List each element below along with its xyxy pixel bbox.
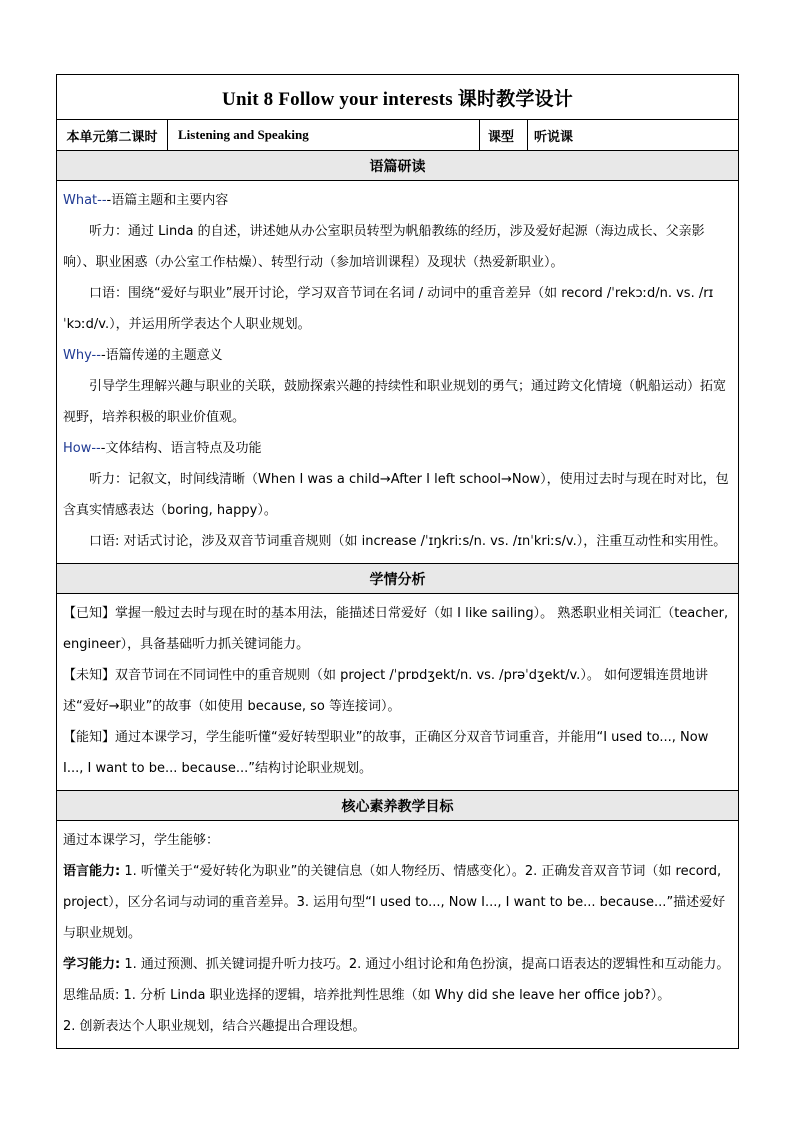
how-listening-paragraph: 听力：记叙文，时间线清晰（When I was a child→After I left school→Now），使用过去时与现在时对比，包含真实情感表达（boring, happy）。 xyxy=(63,472,729,518)
known-paragraph: 【已知】掌握一般过去时与现在时的基本用法，能描述日常爱好（如 I like sailing）。 熟悉职业相关词汇（teacher, engineer），具备基础听力抓关键词能力。 xyxy=(63,606,729,652)
lesson-period: 本单元第二课时 xyxy=(57,120,168,151)
language-ability-paragraph: 语言能力: 1. 听懂关于“爱好转化为职业”的关键信息（如人物经历、情感变化）。2. 正确发音双音节词（如 record, project），区分名词与动词的重音差异。3. 运用句型“I used to..., Now I..., I want to be... because...”描述爱好与职业规划。 xyxy=(63,864,726,941)
text-analysis-content xyxy=(57,181,739,564)
what-listening-paragraph: 听力：通过 Linda 的自述，讲述她从办公室职员转型为帆船教练的经历，涉及爱好起源（海边成长、父亲影响）、职业困惑（办公室工作枯燥）、转型行动（参加培训课程）及现状（热爱新职业）。 xyxy=(63,224,705,270)
learning-ability-paragraph: 学习能力: 1. 通过预测、抓关键词提升听力技巧。2. 通过小组讨论和角色扮演，提高口语表达的逻辑性和互动能力。 xyxy=(63,957,730,972)
section-heading-core-objectives: 核心素养教学目标 xyxy=(57,791,739,821)
how-speaking-paragraph: 口语: 对话式讨论，涉及双音节词重音规则（如 increase /ˈɪŋkriːs/n. vs. /ɪnˈkriːs/v.），注重互动性和实用性。 xyxy=(89,534,727,549)
lesson-topic: Listening and Speaking xyxy=(168,120,480,151)
how-heading: How---文体结构、语言特点及功能 xyxy=(63,441,262,456)
unknown-paragraph: 【未知】双音节词在不同词性中的重音规则（如 project /ˈprɒdʒekt/n. vs. /prəˈdʒekt/v.）。 如何逻辑连贯地讲述“爱好→职业”的故事（如使用 because, so 等连接词）。 xyxy=(63,668,708,714)
section-heading-text-analysis: 语篇研读 xyxy=(57,151,739,181)
why-paragraph: 引导学生理解兴趣与职业的关联，鼓励探索兴趣的持续性和职业规划的勇气；通过跨文化情境（帆船运动）拓宽视野，培养积极的职业价值观。 xyxy=(63,379,727,425)
section-heading-learner-analysis: 学情分析 xyxy=(57,564,739,594)
lesson-type-value: 听说课 xyxy=(528,120,739,151)
thinking-quality-paragraph: 思维品质: 1. 分析 Linda 职业选择的逻辑，培养批判性思维（如 Why did she leave her office job?）。 xyxy=(63,988,671,1003)
able-paragraph: 【能知】通过本课学习，学生能听懂“爱好转型职业”的故事，正确区分双音节词重音，并能用“I used to..., Now I..., I want to be... because...”结构讨论职业规划。 xyxy=(63,730,709,776)
lesson-plan-document xyxy=(56,74,738,1049)
why-heading: Why---语篇传递的主题意义 xyxy=(63,348,223,363)
lesson-info-row xyxy=(57,120,739,151)
learner-analysis-content xyxy=(57,594,739,791)
document-title: Unit 8 Follow your interests 课时教学设计 xyxy=(57,75,739,120)
objectives-intro: 通过本课学习，学生能够： xyxy=(63,833,220,848)
what-heading: What---语篇主题和主要内容 xyxy=(63,193,229,208)
lesson-plan-table xyxy=(56,74,739,1049)
lesson-type-label: 课型 xyxy=(480,120,528,151)
what-speaking-paragraph: 口语：围绕“爱好与职业”展开讨论，学习双音节词在名词 / 动词中的重音差异（如 record /ˈrekɔːd/n. vs. /rɪˈkɔːd/v.），并运用所学表达个人职业规划。 xyxy=(63,286,714,332)
thinking-quality-item-2: 2. 创新表达个人职业规划，结合兴趣提出合理设想。 xyxy=(63,1019,366,1034)
core-objectives-content xyxy=(57,821,739,1049)
